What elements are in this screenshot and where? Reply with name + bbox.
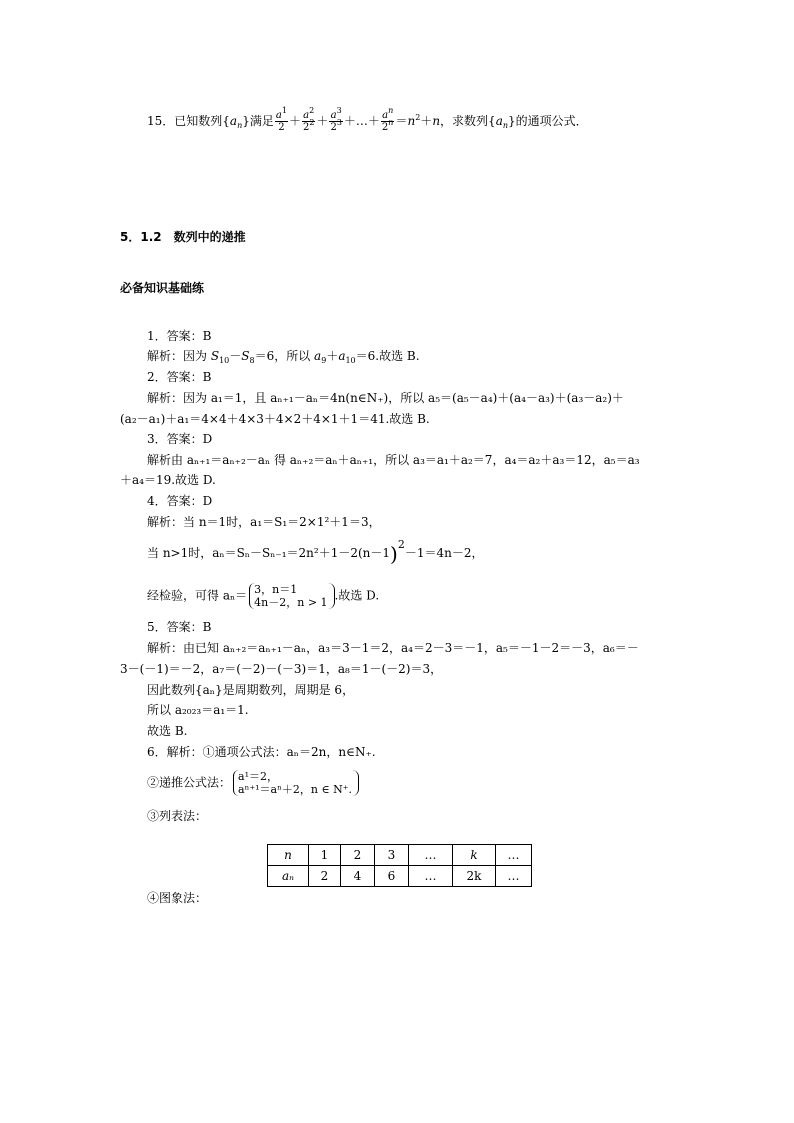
table-row [268, 845, 532, 866]
piecewise-brace: 3，n＝1 4n－2，n > 1 [249, 583, 327, 609]
table-cell: k [453, 845, 496, 866]
answer-5-explanation-line5: 故选 B. [147, 724, 188, 738]
subsection-title: 必备知识基础练 [120, 281, 205, 295]
right-bracket-2 [352, 770, 359, 796]
table-cell: … [409, 866, 453, 887]
answer-6-line1: 6．解析：①通项公式法：aₙ＝2n，n∈N₊. [147, 745, 376, 759]
answer-5-explanation-line1: 解析：由已知 aₙ₊₂＝aₙ₊₁－aₙ，a₃＝3－1＝2，a₄＝2－3＝－1，a₅＝－1－2＝－3，a₆＝－ [147, 641, 639, 655]
table-row [268, 866, 532, 887]
table-cell: 4 [341, 866, 375, 887]
table-cell: 2 [341, 845, 375, 866]
answer-2-explanation-line2: (a₂－a₁)＋a₁＝4×4＋4×3＋4×2＋4×1＋1＝41.故选 B. [120, 412, 430, 426]
values-table [267, 844, 532, 887]
table-cell: … [496, 845, 532, 866]
answer-5: 5．答案：B [147, 620, 212, 634]
table-cell: 2k [453, 866, 496, 887]
table-cell: 2 [309, 866, 341, 887]
answer-1: 1．答案：B [147, 329, 212, 343]
answer-4-explanation-line2: 当 n>1时，$a_n=S_n-S_{n-1}=2n^2+1-2(n-1)^2-1=4n-2$， [147, 538, 484, 566]
answer-6-line4: ④图象法： [147, 891, 208, 905]
table-cell: … [409, 845, 453, 866]
answer-6-line2: ②递推公式法： a¹＝2， aⁿ⁺¹＝aⁿ＋2，n ∈ N⁺. [147, 768, 359, 797]
answer-6-line3: ③列表法： [147, 809, 208, 823]
answer-2: 2．答案：B [147, 370, 212, 384]
section-title: 5．1.2 数列中的递推 [120, 230, 246, 244]
answer-5-explanation-line2: 3－(－1)＝－2，a₇＝(－2)－(－3)＝1，a₈＝1－(－2)＝3， [120, 662, 443, 676]
problem-15: 15．已知数列$\{a_n\}$满足 $\frac{a^1}{2}$ ＋ $\frac{a^2}{2^2}$ ＋ $\frac{a^3}{2^3}$ ＋…＋ $\frac{a^n}{2^n}$ $=n^2+n$，求数列$\{a_n\}$的通项公式． [147, 106, 588, 133]
answer-5-explanation-line3: 因此数列{aₙ}是周期数列，周期是 6， [147, 683, 355, 697]
table-cell: … [496, 866, 532, 887]
answer-3: 3．答案：D [147, 432, 213, 446]
answer-4-explanation-line1: 解析：当 n＝1时，a₁＝S₁＝2×1²＋1＝3， [147, 515, 381, 529]
answer-1-explanation: 解析：因为 $S_{10}-S_8=6$，所以 $a_9+a_{10}=6$.故选 B. [147, 349, 420, 365]
fraction-1: $\frac{a^1}{2}$ [275, 106, 287, 133]
fraction-2: $\frac{a^2}{2^2}$ [302, 106, 315, 133]
answer-4: 4．答案：D [147, 494, 213, 508]
table-cell: n [268, 845, 309, 866]
table-cell: 6 [375, 866, 409, 887]
answer-3-explanation-line2: ＋a₄＝19.故选 D. [120, 473, 216, 487]
fraction-3: $\frac{a^3}{2^3}$ [330, 106, 342, 133]
fraction-n: $\frac{a^n}{2^n}$ [381, 106, 394, 133]
table-cell: 3 [375, 845, 409, 866]
recursive-brace: a¹＝2， aⁿ⁺¹＝aⁿ＋2，n ∈ N⁺. [233, 770, 352, 796]
answer-2-explanation-line1: 解析：因为 a₁＝1，且 aₙ₊₁－aₙ＝4n(n∈N₊)，所以 a₅＝(a₅－a₄)＋(a₄－a₃)＋(a₃－a₂)＋ [147, 391, 624, 405]
table-cell: 1 [309, 845, 341, 866]
answer-5-explanation-line4: 所以 a₂₀₂₃＝a₁＝1. [147, 703, 249, 717]
answer-4-explanation-line3: 经检验，可得 aₙ＝ 3，n＝1 4n－2，n > 1 .故选 D. [147, 582, 380, 609]
table-cell: aₙ [268, 866, 309, 887]
answer-3-explanation-line1: 解析由 aₙ₊₁＝aₙ₊₂－aₙ 得 aₙ₊₂＝aₙ＋aₙ₊₁，所以 a₃＝a₁＋a₂＝7，a₄＝a₂＋a₃＝12，a₅＝a₃ [147, 453, 640, 467]
right-bracket [328, 583, 335, 609]
